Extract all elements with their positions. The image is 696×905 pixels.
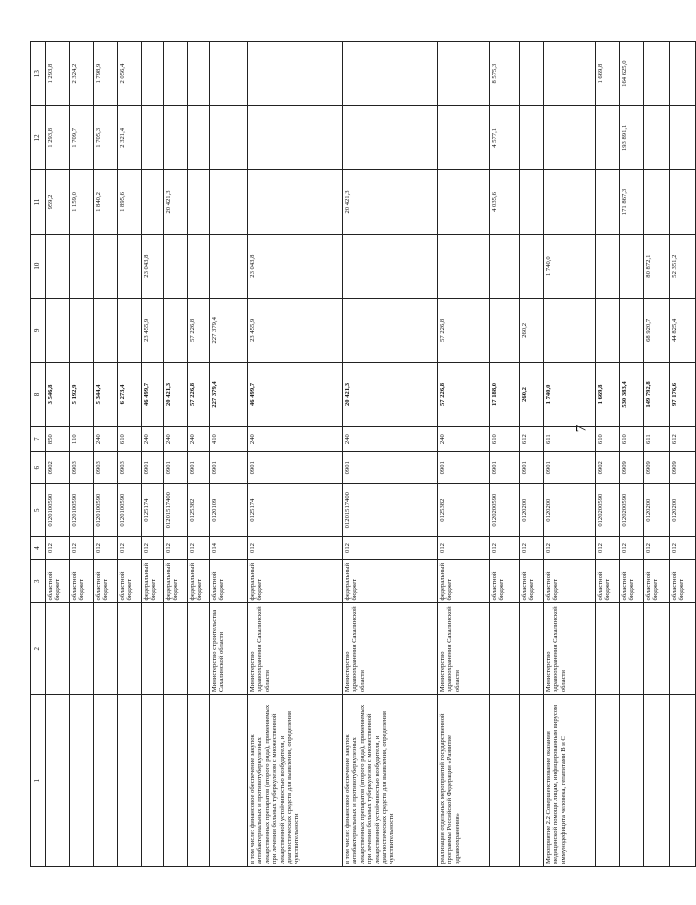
table-cell-col10 bbox=[94, 234, 118, 298]
table-row bbox=[164, 42, 188, 867]
table-cell-col3: областной бюджет bbox=[520, 559, 544, 603]
table-cell-col11 bbox=[520, 170, 544, 234]
table-cell-col9: 23 455,9 bbox=[248, 298, 343, 362]
table-row bbox=[118, 42, 142, 867]
table-cell-col3: областной бюджет bbox=[544, 559, 596, 603]
table-cell-col2: Министерство строительства Сахалинской области bbox=[210, 603, 248, 695]
table-cell-col11 bbox=[210, 170, 248, 234]
table-cell-col3: федеральный бюджет bbox=[248, 559, 343, 603]
column-header: 7 bbox=[31, 427, 46, 452]
table-cell-col12 bbox=[343, 106, 438, 170]
table-cell-col7: 611 bbox=[644, 427, 670, 452]
table-cell-col13: 2 056,4 bbox=[118, 42, 142, 106]
table-cell-col3: областной бюджет bbox=[644, 559, 670, 603]
column-header: 8 bbox=[31, 362, 46, 426]
table-cell-col12: 1 709,7 bbox=[70, 106, 94, 170]
table-cell-col10: 1 740,0 bbox=[544, 234, 596, 298]
table-cell-col3: областной бюджет bbox=[620, 559, 644, 603]
table-cell-col7: 410 bbox=[210, 427, 248, 452]
table-cell-col4: 012 bbox=[644, 537, 670, 560]
table-cell-col2 bbox=[142, 603, 164, 695]
table-cell-col4: 012 bbox=[248, 537, 343, 560]
table-cell-col13 bbox=[644, 42, 670, 106]
table-cell-col5: 0120109 bbox=[210, 484, 248, 537]
table-cell-col11 bbox=[438, 170, 490, 234]
table-cell-col3: областной бюджет bbox=[490, 559, 520, 603]
table-cell-col10: 52 351,2 bbox=[670, 234, 696, 298]
table-cell-col1 bbox=[188, 695, 210, 867]
table-cell-col1 bbox=[118, 695, 142, 867]
table-cell-col6: 0903 bbox=[118, 452, 142, 484]
table-cell-col9 bbox=[70, 298, 94, 362]
table-cell-col5: 0120100590 bbox=[118, 484, 142, 537]
table-cell-col9: 227 379,4 bbox=[210, 298, 248, 362]
table-cell-col10 bbox=[210, 234, 248, 298]
table-cell-col8: 57 226,8 bbox=[438, 362, 490, 426]
table-cell-col7: 110 bbox=[70, 427, 94, 452]
table-cell-col7: 850 bbox=[46, 427, 70, 452]
table-cell-col1 bbox=[670, 695, 696, 867]
table-cell-col11 bbox=[188, 170, 210, 234]
table-cell-col10 bbox=[70, 234, 94, 298]
table-cell-col1: реализация отдельных мероприятий государственной программы Российской Федерации «Развитие здравоохранения» bbox=[438, 695, 490, 867]
table-cell-col1 bbox=[520, 695, 544, 867]
table-cell-col13 bbox=[164, 42, 188, 106]
table-cell-col12 bbox=[670, 106, 696, 170]
table-row bbox=[210, 42, 248, 867]
table-cell-col5: 0120100590 bbox=[94, 484, 118, 537]
table-row bbox=[46, 42, 70, 867]
table-cell-col11: 1 840,2 bbox=[94, 170, 118, 234]
table-cell-col5: 0120200590 bbox=[620, 484, 644, 537]
table-cell-col4: 012 bbox=[118, 537, 142, 560]
table-cell-col4: 012 bbox=[520, 537, 544, 560]
table-cell-col6: 0901 bbox=[438, 452, 490, 484]
table-cell-col4: 012 bbox=[620, 537, 644, 560]
table-cell-col6: 0909 bbox=[620, 452, 644, 484]
table-cell-col1 bbox=[620, 695, 644, 867]
table-cell-col8: 3 546,8 bbox=[46, 362, 70, 426]
table-cell-col5: 0120200590 bbox=[490, 484, 520, 537]
table-cell-col7: 612 bbox=[520, 427, 544, 452]
table-cell-col1: в том числе: финансовое обеспечение закупок антибактериальных и противотуберкулезных лекарственных препаратов (второго ряда), применяемых при лечении больных туберкулезом с множественной лекарственной устойчивостью возбудителя, и диагностических средств для выявления, определения чувствительности bbox=[248, 695, 343, 867]
table-cell-col6: 0903 bbox=[94, 452, 118, 484]
table-cell-col10: 80 872,1 bbox=[644, 234, 670, 298]
table-cell-col11: 1 159,0 bbox=[70, 170, 94, 234]
rotated-table-wrapper bbox=[30, 41, 686, 867]
table-cell-col11 bbox=[544, 170, 596, 234]
table-cell-col5: 0120200590 bbox=[596, 484, 620, 537]
table-cell-col7: 240 bbox=[142, 427, 164, 452]
table-cell-col11: 1 895,6 bbox=[118, 170, 142, 234]
table-cell-col4: 012 bbox=[544, 537, 596, 560]
table-cell-col2: Министерство здравоохранения Сахалинской области bbox=[438, 603, 490, 695]
table-cell-col10 bbox=[438, 234, 490, 298]
table-cell-col1: Мероприятие 2.2 Совершенствование оказания медицинской помощи лицам, инфицированным вирусом иммунодефицита человека, гепатитами В и С bbox=[544, 695, 596, 867]
table-cell-col5: 0125382 bbox=[438, 484, 490, 537]
table-row bbox=[544, 42, 596, 867]
table-cell-col12 bbox=[164, 106, 188, 170]
table-cell-col7: 610 bbox=[596, 427, 620, 452]
table-cell-col11: 171 867,3 bbox=[620, 170, 644, 234]
table-cell-col10 bbox=[343, 234, 438, 298]
table-cell-col5: 0120100590 bbox=[46, 484, 70, 537]
table-cell-col12: 193 891,1 bbox=[620, 106, 644, 170]
table-cell-col5: 01201517400 bbox=[343, 484, 438, 537]
table-cell-col6: 0901 bbox=[520, 452, 544, 484]
table-cell-col12: 1 293,8 bbox=[46, 106, 70, 170]
table-cell-col3: федеральный бюджет bbox=[343, 559, 438, 603]
table-cell-col2: Министерство здравоохранения Сахалинской области bbox=[248, 603, 343, 695]
table-cell-col9 bbox=[118, 298, 142, 362]
table-cell-col12 bbox=[596, 106, 620, 170]
table-row bbox=[520, 42, 544, 867]
table-cell-col11 bbox=[596, 170, 620, 234]
table-cell-col5: 0125382 bbox=[188, 484, 210, 537]
table-cell-col3: федеральный бюджет bbox=[188, 559, 210, 603]
table-cell-col1 bbox=[94, 695, 118, 867]
table-cell-col6: 0901 bbox=[490, 452, 520, 484]
table-cell-col10 bbox=[520, 234, 544, 298]
table-cell-col4: 012 bbox=[164, 537, 188, 560]
table-cell-col1 bbox=[142, 695, 164, 867]
table-cell-col11: 20 421,3 bbox=[164, 170, 188, 234]
table-row bbox=[343, 42, 438, 867]
table-cell-col10 bbox=[164, 234, 188, 298]
table-cell-col10 bbox=[596, 234, 620, 298]
table-cell-col7: 240 bbox=[248, 427, 343, 452]
table-cell-col9 bbox=[46, 298, 70, 362]
table-cell-col2 bbox=[670, 603, 696, 695]
table-cell-col9 bbox=[544, 298, 596, 362]
table-row bbox=[188, 42, 210, 867]
table-cell-col12 bbox=[188, 106, 210, 170]
table-cell-col1 bbox=[596, 695, 620, 867]
table-cell-col2 bbox=[596, 603, 620, 695]
table-cell-col12: 2 321,4 bbox=[118, 106, 142, 170]
table-cell-col5: 0120100590 bbox=[70, 484, 94, 537]
table-cell-col7: 240 bbox=[164, 427, 188, 452]
table-cell-col2 bbox=[520, 603, 544, 695]
table-cell-col4: 012 bbox=[142, 537, 164, 560]
table-cell-col2 bbox=[644, 603, 670, 695]
table-cell-col13 bbox=[343, 42, 438, 106]
table-cell-col3: федеральный бюджет bbox=[438, 559, 490, 603]
table-cell-col10 bbox=[188, 234, 210, 298]
table-cell-col8: 227 379,4 bbox=[210, 362, 248, 426]
table-cell-col6: 0901 bbox=[142, 452, 164, 484]
table-cell-col10 bbox=[490, 234, 520, 298]
table-row bbox=[670, 42, 696, 867]
table-cell-col7: 610 bbox=[118, 427, 142, 452]
table-cell-col3: областной бюджет bbox=[94, 559, 118, 603]
table-cell-col2 bbox=[164, 603, 188, 695]
header-row bbox=[31, 42, 46, 867]
table-cell-col4: 012 bbox=[490, 537, 520, 560]
table-cell-col8: 57 226,8 bbox=[188, 362, 210, 426]
table-cell-col13 bbox=[188, 42, 210, 106]
table-cell-col8: 1 740,0 bbox=[544, 362, 596, 426]
table-cell-col9: 260,2 bbox=[520, 298, 544, 362]
table-cell-col8: 1 669,8 bbox=[596, 362, 620, 426]
table-cell-col3: областной бюджет bbox=[210, 559, 248, 603]
table-cell-col13: 8 575,3 bbox=[490, 42, 520, 106]
table-cell-col5: 01201517400 bbox=[164, 484, 188, 537]
table-cell-col9 bbox=[164, 298, 188, 362]
column-header: 4 bbox=[31, 537, 46, 560]
table-cell-col2: Министерство здравоохранения Сахалинской области bbox=[544, 603, 596, 695]
table-cell-col9: 57 226,8 bbox=[438, 298, 490, 362]
table-cell-col13: 164 625,0 bbox=[620, 42, 644, 106]
table-cell-col12 bbox=[142, 106, 164, 170]
table-row bbox=[142, 42, 164, 867]
table-cell-col5: 0120200 bbox=[544, 484, 596, 537]
table-cell-col13 bbox=[142, 42, 164, 106]
column-header: 3 bbox=[31, 559, 46, 603]
table-cell-col12 bbox=[520, 106, 544, 170]
table-cell-col11 bbox=[670, 170, 696, 234]
table-cell-col3: федеральный бюджет bbox=[164, 559, 188, 603]
table-cell-col13: 1 798,9 bbox=[94, 42, 118, 106]
table-cell-col4: 012 bbox=[343, 537, 438, 560]
table-cell-col6: 0902 bbox=[46, 452, 70, 484]
table-cell-col4: 012 bbox=[438, 537, 490, 560]
table-cell-col8: 20 421,3 bbox=[343, 362, 438, 426]
column-header: 12 bbox=[31, 106, 46, 170]
table-cell-col4: 012 bbox=[596, 537, 620, 560]
table-cell-col13 bbox=[544, 42, 596, 106]
column-header: 9 bbox=[31, 298, 46, 362]
column-header: 6 bbox=[31, 452, 46, 484]
table-cell-col6: 0901 bbox=[248, 452, 343, 484]
table-cell-col8: 97 176,6 bbox=[670, 362, 696, 426]
table-cell-col1 bbox=[490, 695, 520, 867]
budget-table bbox=[30, 41, 696, 867]
table-cell-col6: 0901 bbox=[188, 452, 210, 484]
table-cell-col4: 012 bbox=[70, 537, 94, 560]
table-cell-col7: 240 bbox=[438, 427, 490, 452]
table-cell-col6: 0909 bbox=[644, 452, 670, 484]
table-cell-col8: 260,2 bbox=[520, 362, 544, 426]
table-cell-col13 bbox=[670, 42, 696, 106]
column-header: 1 bbox=[31, 695, 46, 867]
table-cell-col12 bbox=[248, 106, 343, 170]
table-row bbox=[248, 42, 343, 867]
table-cell-col8: 46 499,7 bbox=[248, 362, 343, 426]
table-cell-col2 bbox=[94, 603, 118, 695]
table-row bbox=[596, 42, 620, 867]
table-cell-col13 bbox=[248, 42, 343, 106]
table-cell-col6: 0903 bbox=[70, 452, 94, 484]
table-cell-col4: 012 bbox=[46, 537, 70, 560]
table-cell-col9 bbox=[596, 298, 620, 362]
table-cell-col3: областной бюджет bbox=[46, 559, 70, 603]
table-cell-col1 bbox=[46, 695, 70, 867]
page-number: 7 bbox=[573, 424, 590, 433]
table-cell-col9: 44 825,4 bbox=[670, 298, 696, 362]
column-header: 13 bbox=[31, 42, 46, 106]
table-row bbox=[644, 42, 670, 867]
table-cell-col6: 0901 bbox=[544, 452, 596, 484]
column-header: 11 bbox=[31, 170, 46, 234]
table-cell-col2 bbox=[188, 603, 210, 695]
table-cell-col4: 012 bbox=[188, 537, 210, 560]
column-header: 2 bbox=[31, 603, 46, 695]
table-cell-col2: Министерство здравоохранения Сахалинской области bbox=[343, 603, 438, 695]
table-cell-col6: 0902 bbox=[596, 452, 620, 484]
table-cell-col11 bbox=[248, 170, 343, 234]
table-cell-col8: 5 192,9 bbox=[70, 362, 94, 426]
table-body bbox=[31, 42, 696, 867]
table-row bbox=[70, 42, 94, 867]
table-cell-col1 bbox=[70, 695, 94, 867]
table-cell-col13 bbox=[520, 42, 544, 106]
table-cell-col13 bbox=[438, 42, 490, 106]
table-cell-col2 bbox=[620, 603, 644, 695]
table-cell-col5: 0120200 bbox=[520, 484, 544, 537]
table-cell-col6: 0909 bbox=[670, 452, 696, 484]
table-cell-col1: в том числе: финансовое обеспечение закупок антибактериальных и противотуберкулезных лекарственных препаратов (второго ряда), применяемых при лечении больных туберкулезом с множественной лекарственной устойчивостью возбудителя, и диагностических средств для выявления, определения чувствительности bbox=[343, 695, 438, 867]
table-cell-col9: 57 226,8 bbox=[188, 298, 210, 362]
table-cell-col12 bbox=[644, 106, 670, 170]
table-cell-col13: 1 669,8 bbox=[596, 42, 620, 106]
table-cell-col8: 17 188,0 bbox=[490, 362, 520, 426]
table-cell-col4: 012 bbox=[670, 537, 696, 560]
table-cell-col9 bbox=[620, 298, 644, 362]
table-cell-col10: 23 043,8 bbox=[142, 234, 164, 298]
table-cell-col1 bbox=[644, 695, 670, 867]
table-cell-col13 bbox=[210, 42, 248, 106]
table-cell-col7: 611 bbox=[544, 427, 596, 452]
table-cell-col5: 0125174 bbox=[248, 484, 343, 537]
table-cell-col8: 530 383,4 bbox=[620, 362, 644, 426]
table-cell-col5: 0120200 bbox=[644, 484, 670, 537]
table-cell-col2 bbox=[490, 603, 520, 695]
table-cell-col12: 4 577,1 bbox=[490, 106, 520, 170]
table-cell-col11: 4 035,6 bbox=[490, 170, 520, 234]
table-cell-col10 bbox=[46, 234, 70, 298]
table-cell-col3: областной бюджет bbox=[596, 559, 620, 603]
table-cell-col5: 0125174 bbox=[142, 484, 164, 537]
table-cell-col7: 240 bbox=[94, 427, 118, 452]
table-cell-col7: 240 bbox=[188, 427, 210, 452]
table-cell-col8: 5 344,4 bbox=[94, 362, 118, 426]
table-cell-col4: 012 bbox=[94, 537, 118, 560]
table-cell-col7: 610 bbox=[620, 427, 644, 452]
table-cell-col10 bbox=[118, 234, 142, 298]
table-cell-col12 bbox=[210, 106, 248, 170]
column-header: 5 bbox=[31, 484, 46, 537]
table-cell-col7: 240 bbox=[343, 427, 438, 452]
table-cell-col2 bbox=[118, 603, 142, 695]
table-cell-col5: 0120200 bbox=[670, 484, 696, 537]
table-cell-col12 bbox=[438, 106, 490, 170]
table-row bbox=[438, 42, 490, 867]
table-cell-col9: 68 920,7 bbox=[644, 298, 670, 362]
table-cell-col8: 20 421,3 bbox=[164, 362, 188, 426]
table-cell-col4: 014 bbox=[210, 537, 248, 560]
table-cell-col12 bbox=[544, 106, 596, 170]
table-cell-col2 bbox=[70, 603, 94, 695]
table-cell-col2 bbox=[46, 603, 70, 695]
table-cell-col11: 959,2 bbox=[46, 170, 70, 234]
table-cell-col3: федеральный бюджет bbox=[142, 559, 164, 603]
table-cell-col6: 0901 bbox=[343, 452, 438, 484]
table-cell-col10: 23 043,8 bbox=[248, 234, 343, 298]
table-cell-col1 bbox=[210, 695, 248, 867]
table-cell-col9 bbox=[343, 298, 438, 362]
table-cell-col8: 149 792,8 bbox=[644, 362, 670, 426]
table-cell-col8: 6 273,4 bbox=[118, 362, 142, 426]
table-cell-col13: 2 324,2 bbox=[70, 42, 94, 106]
table-cell-col9 bbox=[94, 298, 118, 362]
table-cell-col3: областной бюджет bbox=[70, 559, 94, 603]
table-cell-col7: 610 bbox=[490, 427, 520, 452]
table-cell-col10 bbox=[620, 234, 644, 298]
table-cell-col12: 1 705,3 bbox=[94, 106, 118, 170]
table-cell-col9 bbox=[490, 298, 520, 362]
table-cell-col3: областной бюджет bbox=[118, 559, 142, 603]
table-row bbox=[94, 42, 118, 867]
table-row bbox=[490, 42, 520, 867]
table-cell-col9: 23 455,9 bbox=[142, 298, 164, 362]
table-cell-col3: областной бюджет bbox=[670, 559, 696, 603]
table-cell-col1 bbox=[164, 695, 188, 867]
table-cell-col7: 612 bbox=[670, 427, 696, 452]
column-header: 10 bbox=[31, 234, 46, 298]
table-cell-col13: 1 293,8 bbox=[46, 42, 70, 106]
table-cell-col8: 46 499,7 bbox=[142, 362, 164, 426]
table-cell-col11: 20 421,3 bbox=[343, 170, 438, 234]
table-cell-col11 bbox=[142, 170, 164, 234]
table-cell-col11 bbox=[644, 170, 670, 234]
table-row bbox=[620, 42, 644, 867]
table-cell-col6: 0901 bbox=[164, 452, 188, 484]
table-cell-col6: 0901 bbox=[210, 452, 248, 484]
